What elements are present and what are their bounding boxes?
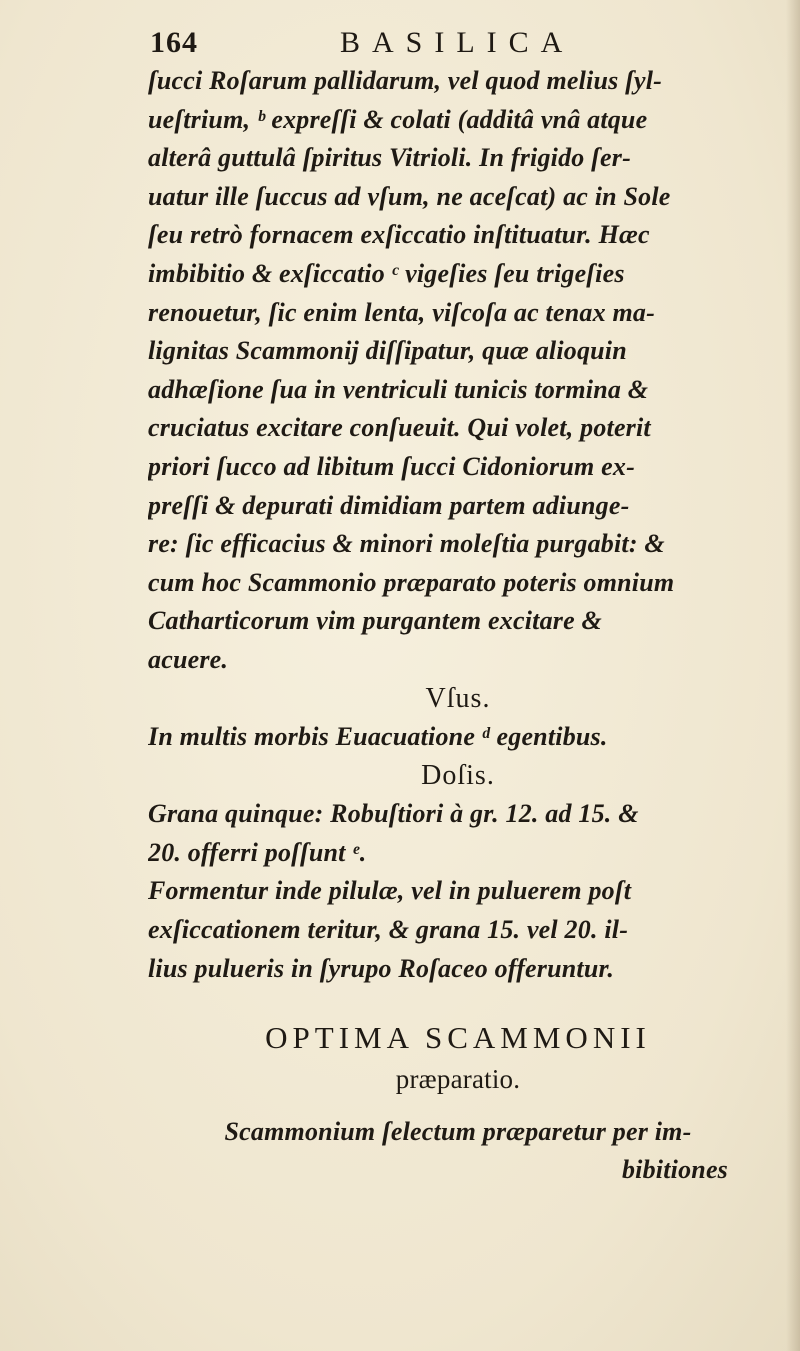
body-line: ueſtrium, ᵇ expreſſi & colati (additâ vnâ atque bbox=[148, 104, 648, 134]
body-line: cruciatus excitare conſueuit. Qui volet, poterit bbox=[148, 413, 651, 443]
body-line: adhæſione ſua in ventriculi tunicis tormina & bbox=[148, 374, 649, 404]
body-line: alterâ guttulâ ſpiritus Vitrioli. In frigido ſer- bbox=[148, 143, 631, 173]
running-head bbox=[150, 18, 750, 68]
body-line: ſucci Roſarum pallidarum, vel quod melius ſyl- bbox=[148, 66, 663, 95]
usus-heading: Vſus. bbox=[425, 682, 491, 714]
section-spacer bbox=[148, 1099, 768, 1113]
body-line: preſſi & depurati dimidiam partem adiunge- bbox=[148, 490, 630, 520]
body-line: renouetur, ſic enim lenta, viſcoſa ac tenax ma- bbox=[148, 297, 655, 327]
dosis-line: exſiccationem teritur, & grana 15. vel 20. il- bbox=[148, 915, 629, 945]
body-line: ſeu retrò fornacem exſiccatio inſtituatur. Hæc bbox=[148, 220, 650, 250]
dosis-line: 20. offerri poſſunt ᵉ. bbox=[148, 837, 367, 867]
section-spacer bbox=[148, 988, 768, 1016]
body-line: Catharticorum vim purgantem excitare & bbox=[148, 606, 602, 636]
dosis-line: Formentur inde pilulæ, vel in puluerem poſt bbox=[148, 876, 632, 906]
usus-line: In multis morbis Euacuatione ᵈ egentibus. bbox=[148, 722, 608, 752]
body-line: re: ſic efficacius & minori moleſtia purgabit: & bbox=[148, 529, 665, 559]
closing-line: Scammonium ſelectum præparetur per im- bbox=[224, 1116, 692, 1146]
section-heading: OPTIMA SCAMMONII bbox=[265, 1020, 651, 1056]
dosis-heading: Doſis. bbox=[421, 759, 495, 791]
running-title: BASILICA bbox=[340, 26, 575, 59]
page-number: 164 bbox=[150, 26, 198, 59]
body-line: lignitas Scammonij diſſipatur, quæ alioquin bbox=[148, 336, 627, 366]
text-block bbox=[148, 62, 768, 1190]
section-subheading: præparatio. bbox=[395, 1064, 521, 1095]
dosis-line: Grana quinque: Robuſtiori à gr. 12. ad 15. & bbox=[148, 799, 639, 829]
page-edge-shadow bbox=[786, 0, 800, 1351]
body-line: cum hoc Scammonio præparato poteris omnium bbox=[148, 567, 675, 597]
body-line: uatur ille ſuccus ad vſum, ne aceſcat) ac in Sole bbox=[148, 181, 671, 211]
catchword: bibitiones bbox=[621, 1155, 728, 1185]
dosis-line: lius pulueris in ſyrupo Roſaceo offeruntur. bbox=[148, 953, 615, 983]
body-line: priori ſucco ad libitum ſucci Cidoniorum ex- bbox=[148, 451, 635, 481]
body-line: acuere. bbox=[148, 644, 229, 674]
body-line: imbibitio & exſiccatio ᶜ vigeſies ſeu trigeſies bbox=[148, 258, 625, 288]
